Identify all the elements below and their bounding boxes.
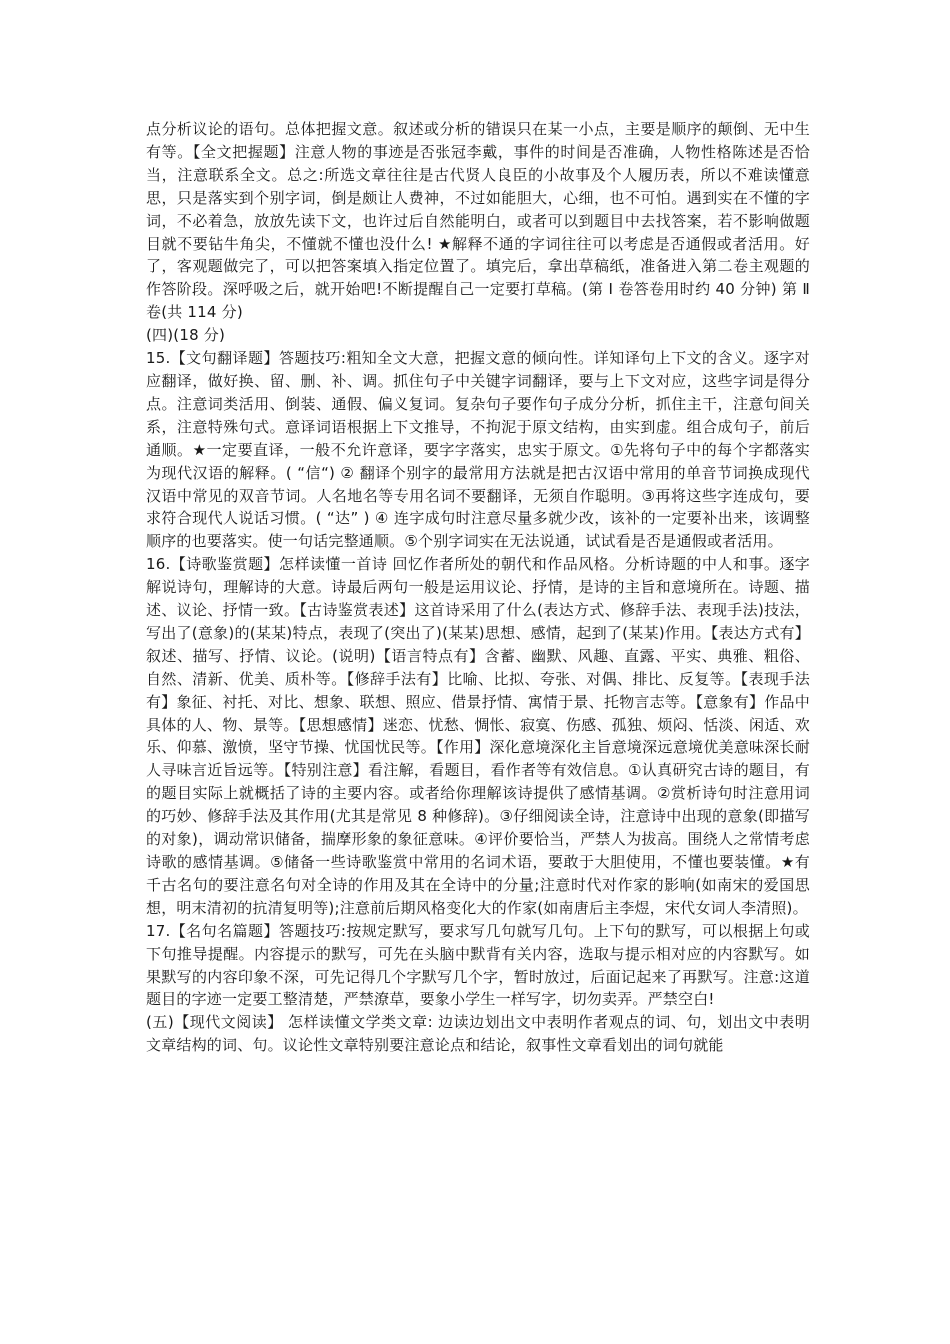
- paragraph-q16-poetry: 16.【诗歌鉴赏题】怎样读懂一首诗 回忆作者所处的朝代和作品风格。分析诗题的中人和事。逐字解说诗句，理解诗的大意。诗最后两句一般是运用议论、抒情，是诗的主旨和意境所在。诗题、描述、议论、抒情一致。【古诗鉴赏表述】这首诗采用了什么(表达方式、修辞手法、表现手法)技法，写出了(意象)的(某某)特点，表现了(突出了)(某某)思想、感情，起到了(某某)作用。【表达方式有】叙述、描写、抒情、议论。(说明)【语言特点有】含蓄、幽默、风趣、直露、平实、典雅、粗俗、自然、清新、优美、质朴等。【修辞手法有】比喻、比拟、夸张、对偶、排比、反复等。【表现手法有】象征、衬托、对比、想象、联想、照应、借景抒情、寓情于景、托物言志等。【意象有】作品中具体的人、物、景等。【思想感情】迷恋、忧愁、惆怅、寂寞、伤感、孤独、烦闷、恬淡、闲适、欢乐、仰慕、激愤，坚守节操、忧国忧民等。【作用】深化意境深化主旨意境深远意境优美意味深长耐人寻味言近旨远等。【特别注意】看注解，看题目，看作者等有效信息。①认真研究古诗的题目，有的题目实际上就概括了诗的主要内容。或者给你理解该诗提供了感情基调。②赏析诗句时注意用词的巧妙、修辞手法及其作用(尤其是常见 8 种修辞)。③仔细阅读全诗，注意诗中出现的意象(即描写的对象)，调动常识储备，揣摩形象的象征意味。④评价要恰当，严禁人为拔高。围绕人之常情考虑诗歌的感情基调。⑤储备一些诗歌鉴赏中常用的名词术语，要敢于大胆使用，不懂也要装懂。★有千古名句的要注意名句对全诗的作用及其在全诗中的分量;注意时代对作家的影响(如南宋的爱国思想，明末清初的抗清复明等);注意前后期风格变化大的作家(如南唐后主李煜，宋代女词人李清照)。: [146, 555, 810, 917]
- paragraph-q15-translation: 15.【文句翻译题】答题技巧:粗知全文大意，把握文意的倾向性。详知译句上下文的含义。逐字对应翻译，做好换、留、删、补、调。抓住句子中关键字词翻译，要与上下文对应，这些字词是得分点。注意词类活用、倒装、通假、偏义复词。复杂句子要作句子成分分析，抓住主干，注意句间关系，注意特殊句式。意译词语根据上下文推导，不拘泥于原文结构，由实到虚。组合成句子，前后通顺。★一定要直译，一般不允许意译，要字字落实，忠实于原文。①先将句子中的每个字都落实为现代汉语的解释。( “信“) ② 翻译个别字的最常用方法就是把古汉语中常用的单音节词换成现代汉语中常见的双音节词。人名地名等专用名词不要翻译，无须自作聪明。③再将这些字连成句，要求符合现代人说话习惯。( “达” ) ④ 连字成句时注意尽量多就少改，该补的一定要补出来，该调整顺序的也要落实。使一句话完整通顺。⑤个别字词实在无法说通，试试看是否是通假或者活用。: [146, 349, 810, 551]
- paragraph-q17-dictation: 17.【名句名篇题】答题技巧:按规定默写，要求写几句就写几句。上下句的默写，可以根据上句或下句推导提醒。内容提示的默写，可先在头脑中默背有关内容，选取与提示相对应的内容默写。如果默写的内容印象不深，可先记得几个字默写几个字，暂时放过，后面记起来了再默写。注意:这道题目的字迹一定要工整清楚，严禁潦草，要象小学生一样写字，切勿卖弄。严禁空白!: [146, 921, 810, 1009]
- section-four-heading: (四)(18 分): [146, 326, 226, 345]
- paragraph-section-five-reading: (五)【现代文阅读】 怎样读懂文学类文章: 边读边划出文中表明作者观点的词、句，划出文中表明文章结构的词、句。议论性文章特别要注意论点和结论，叙事性文章看划出的词句就能: [146, 1013, 810, 1055]
- paragraph-reading-strategy: 点分析议论的语句。总体把握文意。叙述或分析的错误只在某一小点，主要是顺序的颠倒、无中生有等。【全文把握题】注意人物的事迹是否张冠李戴，事件的时间是否准确，人物性格陈述是否恰当，注意联系全文。总之:所选文章往往是古代贤人良臣的小故事及个人履历表，所以不难读懂意思，只是落实到个别字词，倒是颇让人费神，不过如能胆大，心细，也不可怕。遇到实在不懂的字词，不必着急，放放先读下文，也许过后自然能明白，或者可以到题目中去找答案，若不影响做题目就不要钻牛角尖，不懂就不懂也没什么! ★解释不通的字词往往可以考虑是否通假或者活用。好了，客观题做完了，可以把答案填入指定位置了。填完后，拿出草稿纸，准备进入第二卷主观题的作答阶段。深呼吸之后，就开始吧!不断提醒自己一定要打草稿。(第 Ⅰ 卷答卷用时约 40 分钟) 第 Ⅱ 卷(共 114 分): [146, 120, 810, 322]
- document-page: [146, 118, 810, 1057]
